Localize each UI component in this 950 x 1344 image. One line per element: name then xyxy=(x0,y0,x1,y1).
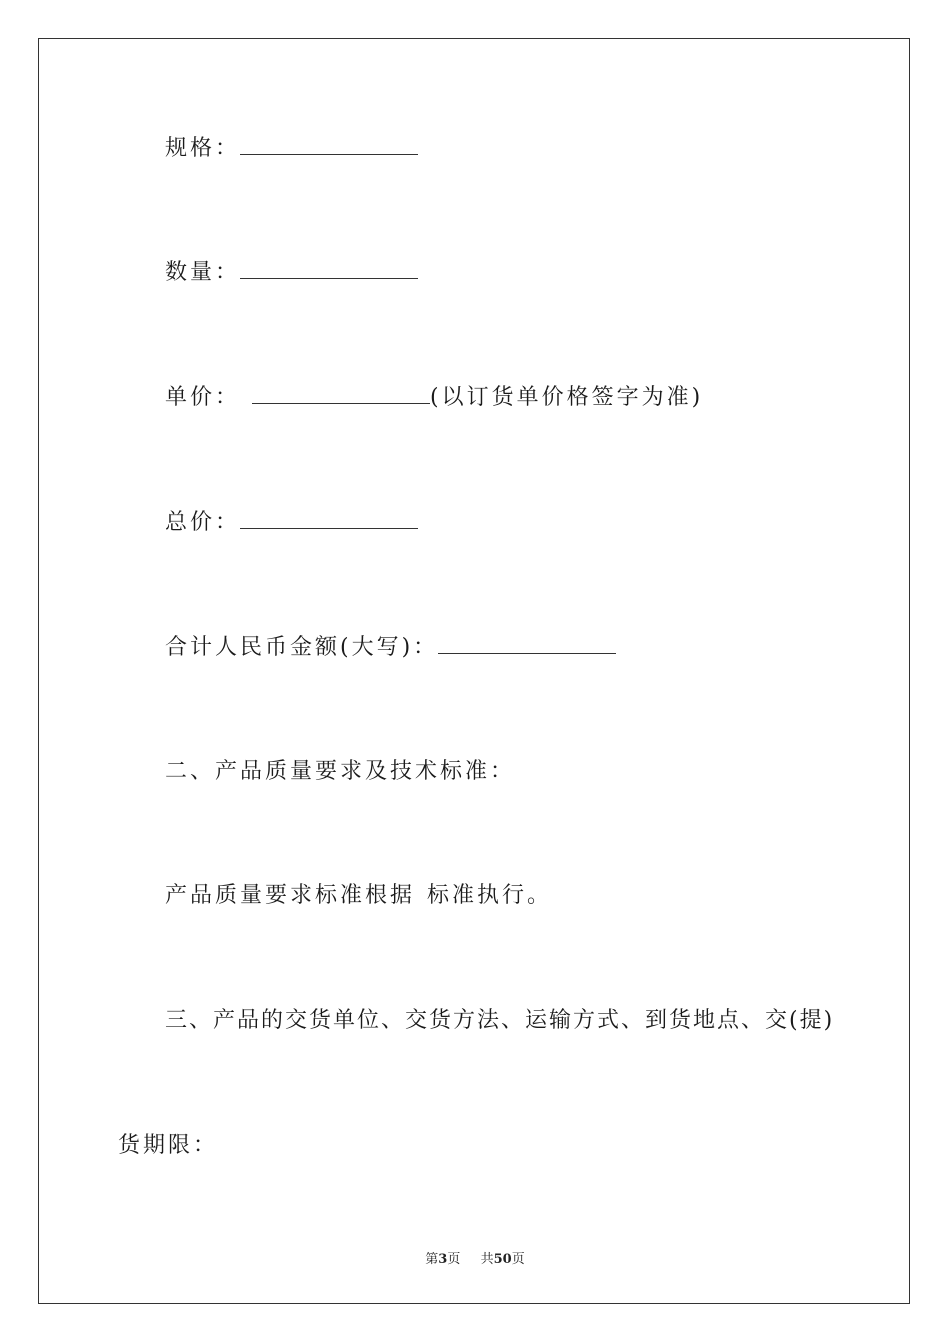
rmb-amount-line xyxy=(165,633,616,663)
rmb-amount-blank xyxy=(438,633,616,654)
section3-heading-text: 三、产品的交货单位、交货方法、运输方式、到货地点、交(提) xyxy=(165,1008,835,1033)
unit-price-note: (以订货单价格签字为准) xyxy=(430,385,704,410)
footer-page-suffix: 页 xyxy=(447,1252,461,1267)
section2-heading xyxy=(165,757,515,787)
total-price-label: 总价： xyxy=(165,510,241,535)
spec-line xyxy=(165,134,418,164)
page-frame xyxy=(38,38,910,1304)
quality-text-b: 标准执行。 xyxy=(427,883,553,908)
footer-page-prefix: 第 xyxy=(425,1252,439,1267)
section3-heading xyxy=(165,1006,834,1036)
quantity-blank xyxy=(240,258,418,279)
footer-total-prefix: 共 xyxy=(480,1252,494,1267)
total-price-blank xyxy=(240,508,418,529)
footer-total-pages: 50 xyxy=(493,1252,512,1267)
unit-price-blank xyxy=(252,383,430,404)
unit-price-label: 单价： xyxy=(165,385,241,410)
total-price-line xyxy=(165,508,418,538)
rmb-amount-label: 合计人民币金额(大写)： xyxy=(165,635,439,660)
quality-line xyxy=(165,881,552,911)
section3-cont-text: 货期限： xyxy=(118,1133,219,1158)
section3-continuation xyxy=(118,1131,218,1161)
page-footer xyxy=(0,1248,950,1267)
footer-page-number: 3 xyxy=(438,1252,448,1267)
spec-label: 规格： xyxy=(165,136,241,161)
section2-heading-text: 二、产品质量要求及技术标准： xyxy=(165,759,516,784)
quality-text-a: 产品质量要求标准根据 xyxy=(165,883,416,908)
unit-price-line xyxy=(165,383,703,413)
footer-total-suffix: 页 xyxy=(511,1252,525,1267)
spec-blank xyxy=(240,134,418,155)
quantity-label: 数量： xyxy=(165,260,241,285)
quantity-line xyxy=(165,258,418,288)
